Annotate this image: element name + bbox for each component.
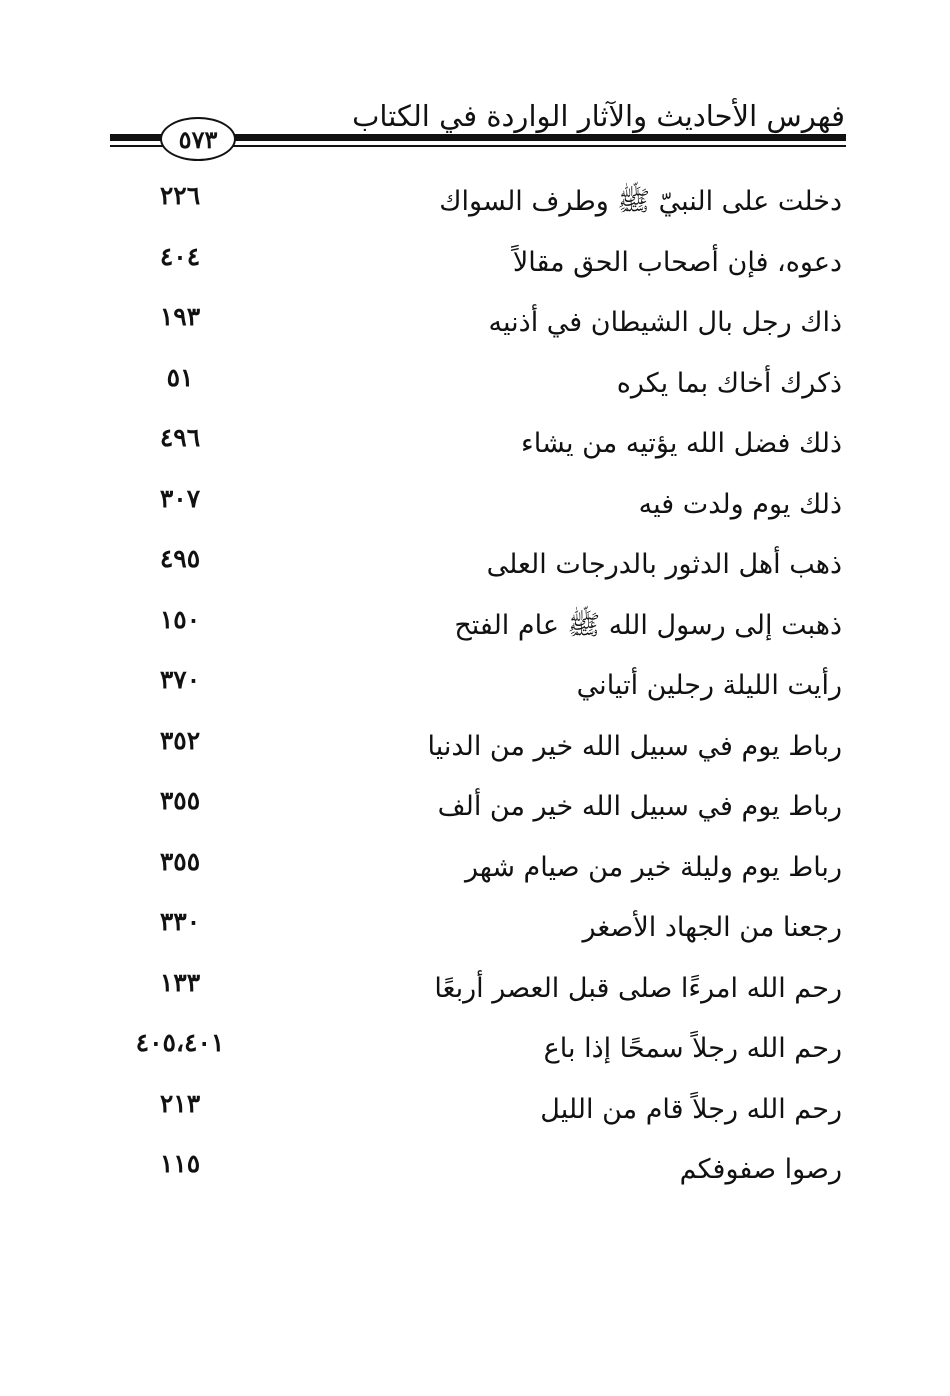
page-reference: ٢٢٦ <box>159 181 201 210</box>
page-reference: ٣٠٧ <box>159 483 201 513</box>
hadith-text: رصوا صفوفكم <box>679 1154 842 1185</box>
page-reference: ١٣٣ <box>159 967 201 997</box>
page-reference: ٣٣٠ <box>159 907 201 936</box>
page-reference: ٣٧٠ <box>159 665 201 694</box>
hadith-text: رباط يوم في سبيل الله خير من ألف <box>437 791 842 822</box>
index-entry <box>0 416 950 477</box>
hadith-text: ذكرك أخاك بما يكره <box>616 367 842 399</box>
index-entry <box>0 295 950 356</box>
page-reference: ١٩٣ <box>159 302 201 331</box>
page-reference: ٣٥٥ <box>159 786 201 815</box>
page-reference: ٥١ <box>166 362 194 392</box>
index-entry <box>0 235 950 296</box>
hadith-text: رباط يوم في سبيل الله خير من الدنيا <box>427 730 842 762</box>
hadith-text: ذلك فضل الله يؤتيه من يشاء <box>521 428 842 459</box>
index-entry <box>0 537 950 598</box>
index-entries <box>0 174 950 1203</box>
index-entry <box>0 1021 950 1082</box>
page-reference: ١٥٠ <box>159 604 201 634</box>
hadith-text: رجعنا من الجهاد الأصغر <box>582 912 842 943</box>
hadith-text: ذلك يوم ولدت فيه <box>638 488 842 520</box>
index-entry <box>0 356 950 417</box>
index-entry <box>0 1142 950 1203</box>
page-reference: ٤٩٥ <box>159 544 201 573</box>
hadith-text: ذهب أهل الدثور بالدرجات العلى <box>486 549 842 580</box>
index-entry <box>0 840 950 901</box>
hadith-text: ذاك رجل بال الشيطان في أذنيه <box>488 307 842 338</box>
index-entry <box>0 961 950 1022</box>
hadith-text: رأيت الليلة رجلين أتياني <box>576 670 842 701</box>
hadith-text: ذهبت إلى رسول الله ﷺ عام الفتح <box>454 609 842 641</box>
page-reference: ٣٥٢ <box>159 725 201 755</box>
index-entry <box>0 658 950 719</box>
index-entry <box>0 1082 950 1143</box>
page-reference: ٤٠٥،٤٠١ <box>135 1028 225 1057</box>
hadith-text: رحم الله رجلاً سمحًا إذا باع <box>543 1033 842 1064</box>
hadith-text: دعوه، فإن أصحاب الحق مقالاً <box>512 246 842 278</box>
hadith-text: رحم الله رجلاً قام من الليل <box>540 1093 842 1125</box>
index-entry <box>0 900 950 961</box>
page-reference: ٤٠٤ <box>159 241 201 271</box>
page-reference: ٢١٣ <box>159 1088 201 1118</box>
hadith-text: رباط يوم وليلة خير من صيام شهر <box>465 851 842 883</box>
index-entry <box>0 598 950 659</box>
index-entry <box>0 779 950 840</box>
hadith-text: رحم الله امرءًا صلى قبل العصر أربعًا <box>434 972 842 1004</box>
page-reference: ٣٥٥ <box>159 846 201 876</box>
page-reference: ١١٥ <box>159 1149 201 1178</box>
hadith-text: دخلت على النبيّ ﷺ وطرف السواك <box>439 186 842 217</box>
running-title: فهرس الأحاديث والآثار الواردة في الكتاب <box>352 99 845 133</box>
page-number: ٥٧٣ <box>160 117 236 161</box>
index-entry <box>0 719 950 780</box>
index-entry <box>0 174 950 235</box>
index-entry <box>0 477 950 538</box>
page-reference: ٤٩٦ <box>159 423 201 452</box>
